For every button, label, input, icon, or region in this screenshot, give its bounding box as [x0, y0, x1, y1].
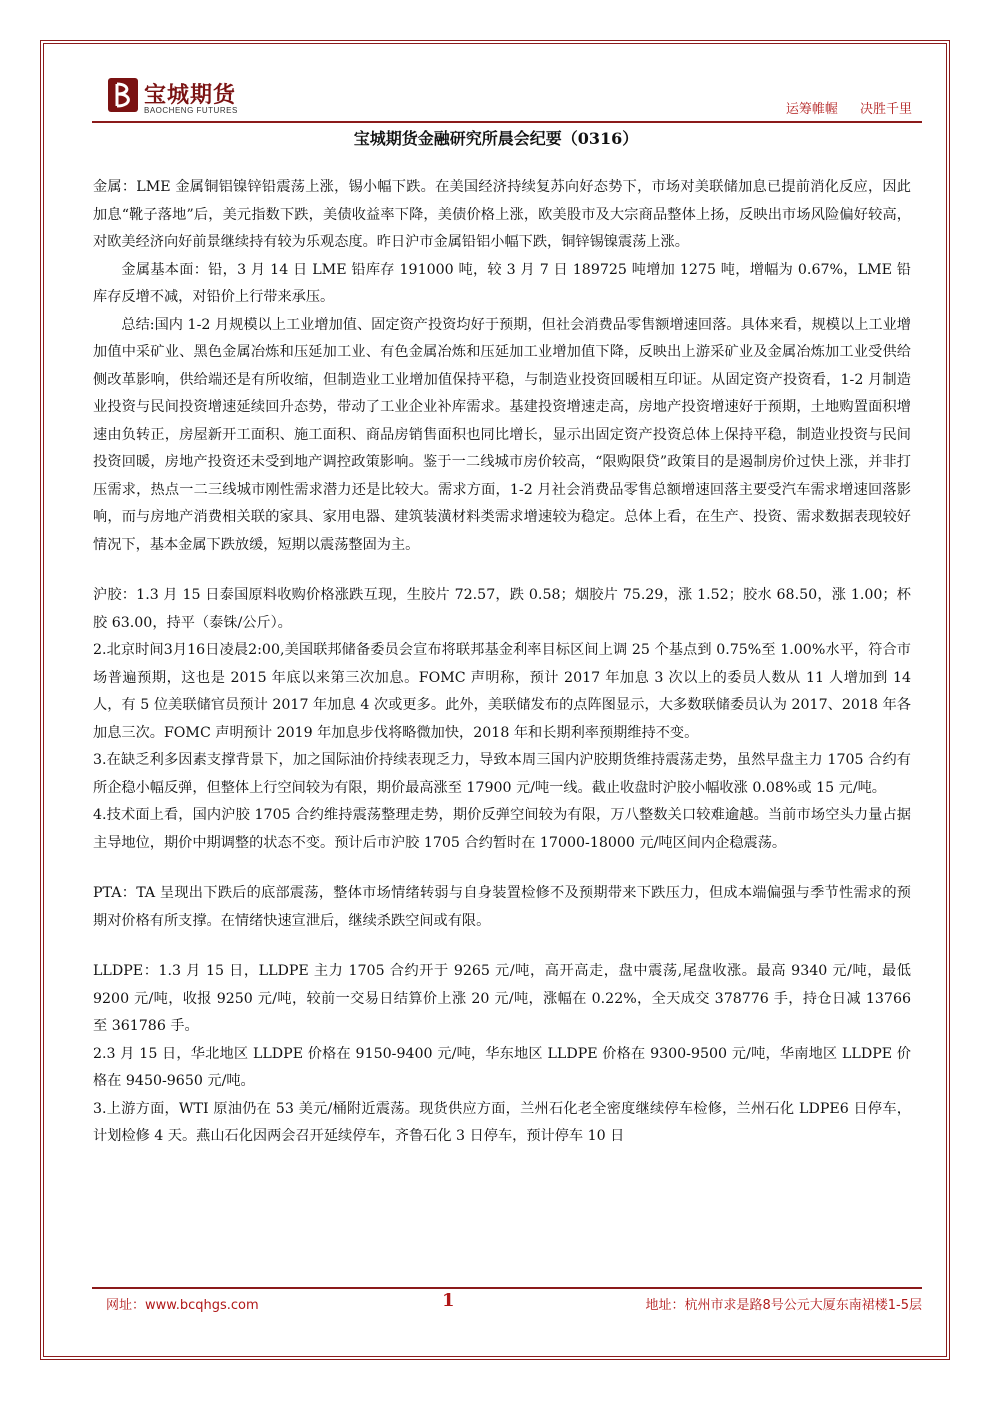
paragraph-lldpe-1: LLDPE：1.3 月 15 日，LLDPE 主力 1705 合约开于 9265 元/吨，高开高走，盘中震荡,尾盘收涨。最高 9340 元/吨，最低 9200 元/吨，收报 9250 元/吨，较前一交易日结算价上涨 20 元/吨，涨幅在 0.22%，全天成交 378776 手，持仓日减 13766 至 361786 手。: [93, 963, 911, 1034]
paragraph-rubber-4: 4.技术面上看，国内沪胶 1705 合约维持震荡整理走势，期价反弹空间较为有限，万八整数关口较难逾越。当前市场空头力量占据主导地位，期价中期调整的状态不变。预计后市沪胶 1705 合约暂时在 17000-18000 元/吨区间内企稳震荡。: [93, 807, 911, 851]
page-number: 1: [442, 1290, 455, 1311]
document-body: [93, 174, 911, 1151]
page-header: [88, 66, 918, 124]
footer-address: 地址：杭州市求是路8号公元大厦东南裙楼1-5层: [645, 1298, 922, 1313]
paragraph-lldpe-2: 2.3 月 15 日，华北地区 LLDPE 价格在 9150-9400 元/吨，华东地区 LLDPE 价格在 9300-9500 元/吨，华南地区 LLDPE 价格在 9450-9650 元/吨。: [93, 1045, 911, 1089]
paragraph-rubber-3: 3.在缺乏利多因素支撑背景下，加之国际油价持续表现乏力，导致本周三国内沪胶期货维持震荡走势，虽然早盘主力 1705 合约有所企稳小幅反弹，但整体上行空间较为有限，期价最高涨至 17900 元/吨一线。截止收盘时沪胶小幅收涨 0.08%或 15 元/吨。: [93, 752, 911, 796]
logo-en-text: BAOCHENG FUTURES: [144, 106, 238, 115]
paragraph-metal-fundamentals: 金属基本面：铅，3 月 14 日 LME 铅库存 191000 吨，较 3 月 7 日 189725 吨增加 1275 吨，增幅为 0.67%，LME 铅库存反增不减，对铅价上行带来承压。: [93, 261, 911, 305]
footer-divider: [92, 1287, 922, 1289]
slogan: 运筹帷幄 决胜千里: [785, 102, 912, 117]
paragraph-metal-summary: 总结:国内 1-2 月规模以上工业增加值、固定资产投资均好于预期，但社会消费品零售额增速回落。具体来看，规模以上工业增加值中采矿业、黑色金属冶炼和压延加工业、有色金属冶炼和压延加工业增加值下降，反映出上游采矿业及金属冶炼加工业受供给侧改革影响，供给端还是有所收缩，但制造业工业增加值保持平稳，与制造业投资回暖相互印证。从固定资产投资看，1-2 月制造业投资与民间投资增速延续回升态势，带动了工业企业补库需求。基建投资增速走高，房地产投资增速好于预期，土地购置面积增速由负转正，房屋新开工面积、施工面积、商品房销售面积也同比增长，显示出固定资产投资总体上保持平稳，制造业投资与民间投资回暖，房地产投资还未受到地产调控政策影响。鉴于一二线城市房价较高，“限购限贷”政策目的是遏制房价过快上涨，并非打压需求，热点一二三线城市刚性需求潜力还是比较大。需求方面，1-2 月社会消费品零售总额增速回落主要受汽车需求增速回落影响，而与房地产消费相关联的家具、家用电器、建筑装潢材料类需求增速较为稳定。总体上看，在生产、投资、需求数据表现较好情况下，基本金属下跌放缓，短期以震荡整固为主。: [93, 316, 911, 553]
company-logo: [108, 78, 278, 118]
paragraph-lldpe-3: 3.上游方面，WTI 原油仍在 53 美元/桶附近震荡。现货供应方面，兰州石化老全密度继续停车检修，兰州石化 LDPE6 日停车，计划检修 4 天。燕山石化因两会召开延续停车，齐鲁石化 3 日停车，预计停车 10 日: [93, 1100, 911, 1144]
footer-website: 网址：www.bcqhgs.com: [106, 1298, 259, 1313]
header-divider: [92, 121, 922, 123]
paragraph-pta: PTA：TA 呈现出下跌后的底部震荡，整体市场情绪转弱与自身装置检修不及预期带来下跌压力，但成本端偏强与季节性需求的预期对价格有所支撑。在情绪快速宣泄后，继续杀跌空间或有限。: [93, 885, 911, 929]
section-gap: [93, 935, 911, 958]
paragraph-metal: 金属：LME 金属铜铝镍锌铅震荡上涨，锡小幅下跌。在美国经济持续复苏向好态势下，市场对美联储加息已提前消化反应，因此加息“靴子落地”后，美元指数下跌，美债收益率下降，美债价格上涨，欧美股市及大宗商品整体上扬，反映出市场风险偏好较高，对欧美经济向好前景继续持有较为乐观态度。昨日沪市金属铅铝小幅下跌，铜锌锡镍震荡上涨。: [93, 179, 911, 250]
section-gap: [93, 559, 911, 582]
document-title: 宝城期货金融研究所晨会纪要（0316）: [353, 129, 639, 148]
logo-cn-text: 宝城期货: [144, 82, 237, 108]
logo-mark-icon: [108, 78, 138, 112]
paragraph-rubber-2: 2.北京时间3月16日凌晨2:00,美国联邦储备委员会宣布将联邦基金利率目标区间上调 25 个基点到 0.75%至 1.00%水平，符合市场普遍预期，这也是 2015 年底以来第三次加息。FOMC 声明称，预计 2017 年加息 3 次以上的委员人数从 11 人增加到 14 人，有 5 位美联储官员预计 2017 年加息 4 次或更多。此外，美联储发布的点阵图显示，大多数联储委员认为 2017、2018 年各加息三次。FOMC 声明预计 2019 年加息步伐将略微加快，2018 年和长期利率预期维持不变。: [93, 642, 911, 741]
page-footer: [92, 1290, 922, 1316]
paragraph-rubber-1: 沪胶：1.3 月 15 日泰国原料收购价格涨跌互现，生胶片 72.57，跌 0.58；烟胶片 75.29，涨 1.52；胶水 68.50，涨 1.00；杯胶 63.00，持平（泰铢/公斤）。: [93, 587, 911, 631]
section-gap: [93, 857, 911, 880]
